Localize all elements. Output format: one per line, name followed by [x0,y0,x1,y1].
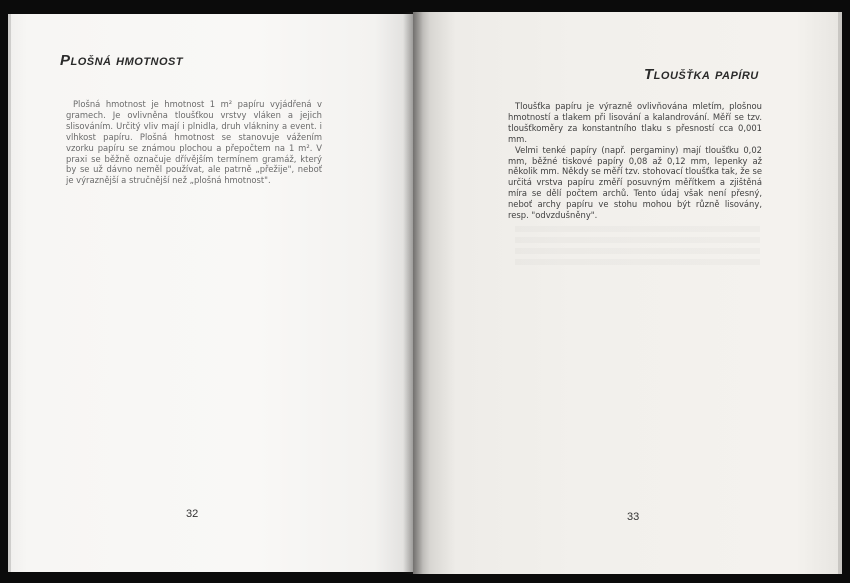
open-book [8,12,838,574]
left-page-body [66,99,322,186]
right-page-body [508,101,762,221]
book-gutter [403,12,423,574]
right-page-heading: Tloušťka papíru [644,66,759,83]
left-page-paragraph: Plošná hmotnost je hmotnost 1 m² papíru vyjádřená v gramech. Je ovlivněna tloušťkou vrstvy vláken a jejich slisováním. Určitý vliv mají i plnidla, druh vlákniny a event. i vlhkost papíru. Plošná hmotnost se stanovuje vážením vzorku papíru se známou plochou a přepočtem na 1 m². V praxi se běžně označuje dřívějším termínem gramáž, který by se už dávno neměl používat, ale patrně „přežije", neboť je výraznější a stručnější než „plošná hmotnost". [66,99,322,186]
left-page-number: 32 [186,508,199,520]
right-page [413,12,842,574]
left-page-heading: Plošná hmotnost [60,52,184,69]
right-page-paragraph-1: Tloušťka papíru je výrazně ovlivňována mletím, plošnou hmotností a tlakem při lisování a kalandrování. Měří se tzv. tloušťkoměry za konstantního tlaku s přesností cca 0,001 mm. [508,101,762,144]
show-through-text [515,226,760,266]
right-page-paragraph-2: Velmi tenké papíry (např. pergaminy) mají tloušťku 0,02 mm, běžné tiskové papíry 0,08 až 0,12 mm, lepenky až několik mm. Někdy se měří tzv. stohovací tloušťka tak, že se určitá vrstva papíru změří posuvným měřítkem a zjištěná míra se dělí počtem archů. Tento údaj však není přesný, neboť archy papíru ve stohu mohou být různě lisovány, resp. "odvzdušněny". [508,144,762,221]
left-page [8,14,415,572]
right-page-number: 33 [627,511,640,523]
